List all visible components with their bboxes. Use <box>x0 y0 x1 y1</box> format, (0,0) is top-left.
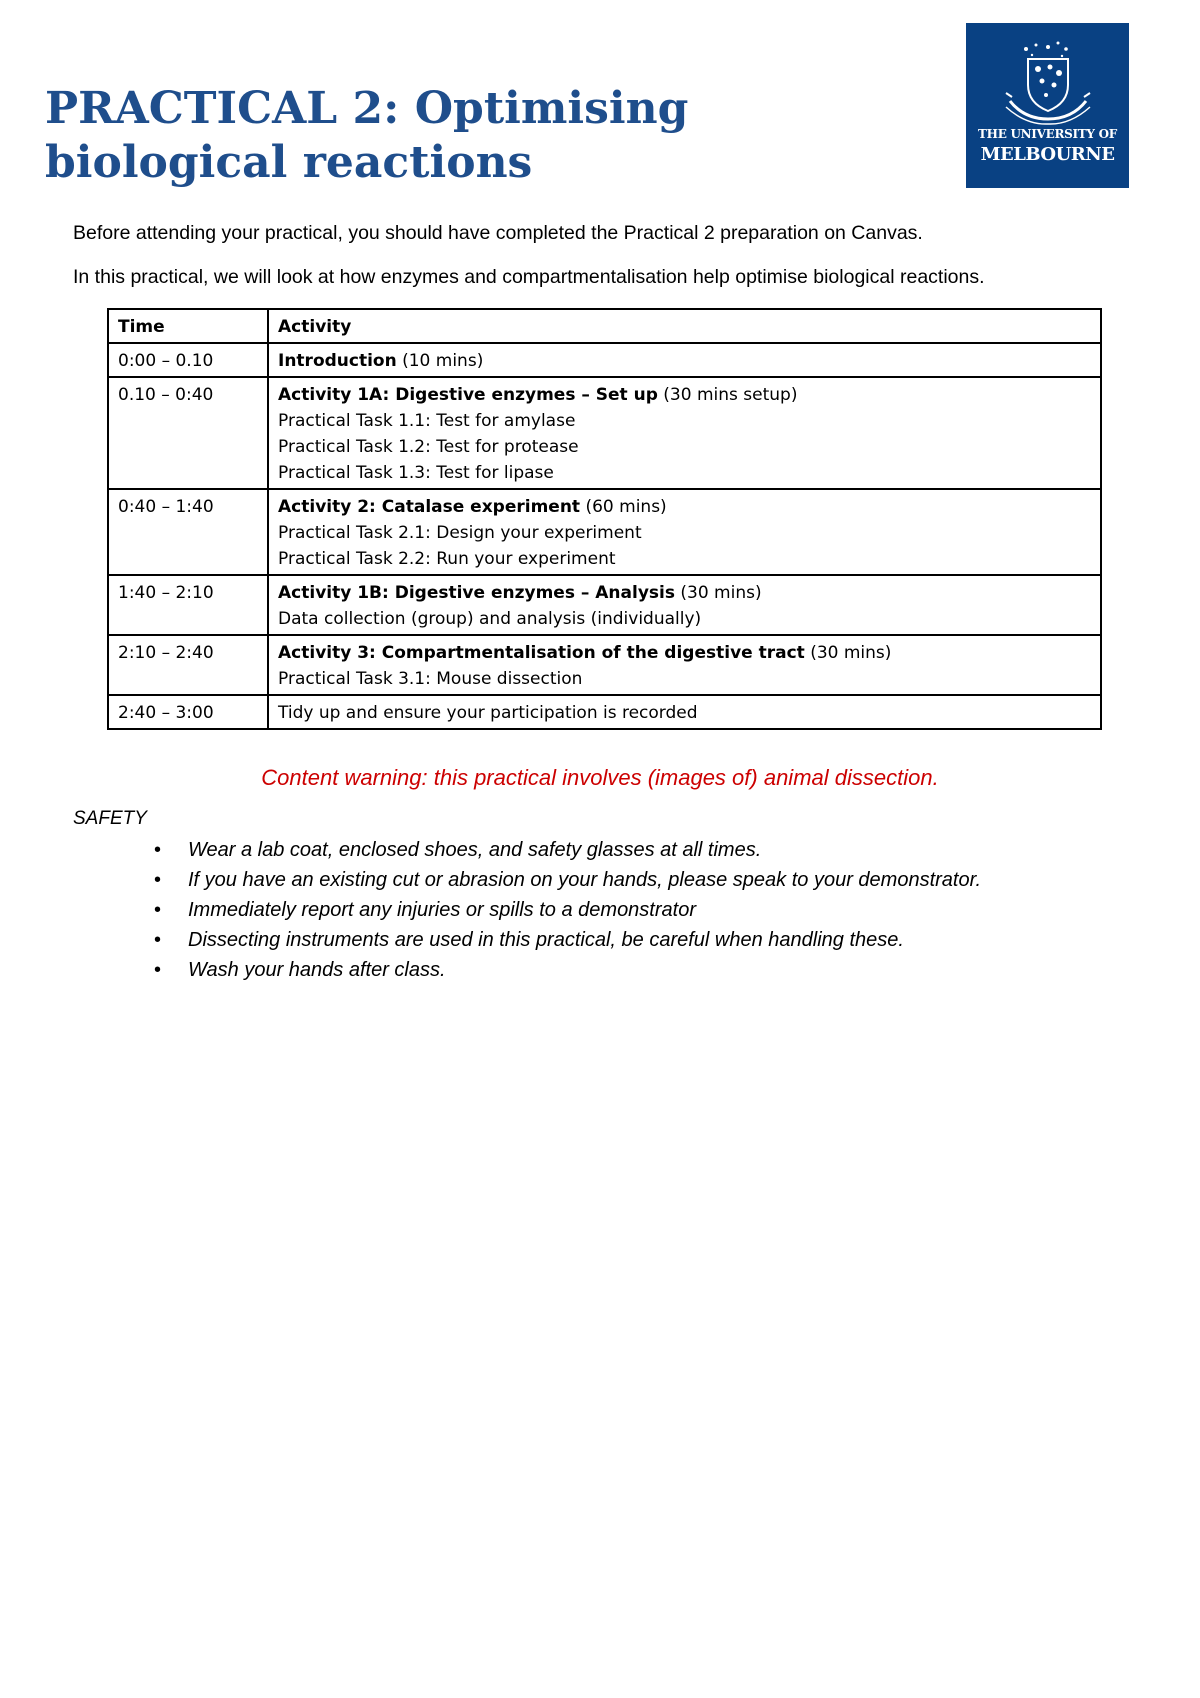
activity-title: Activity 3: Compartmentalisation of the digestive tract <box>278 643 805 663</box>
row-activity <box>268 695 1101 729</box>
table-row <box>108 575 1101 635</box>
bullet-icon: • <box>154 959 162 981</box>
logo-line-2: MELBOURNE <box>980 144 1115 165</box>
activity-task: Practical Task 1.3: Test for lipase <box>278 463 554 483</box>
table-row <box>108 695 1101 729</box>
row-time: 1:40 – 2:10 <box>108 575 268 635</box>
activity-title: Activity 2: Catalase experiment <box>278 497 581 517</box>
list-item <box>0 865 981 895</box>
list-item <box>0 835 981 865</box>
schedule-table <box>107 308 1102 730</box>
activity-duration: (30 mins setup) <box>657 385 798 405</box>
university-logo <box>966 23 1129 188</box>
table-row <box>108 377 1101 489</box>
content-warning: Content warning: this practical involves (images of) animal dissection. <box>261 765 939 790</box>
bullet-icon: • <box>154 899 162 921</box>
activity-title: Introduction <box>278 351 397 371</box>
row-activity <box>268 377 1101 489</box>
row-activity <box>268 635 1101 695</box>
intro-summary-text: In this practical, we will look at how enzymes and compartmentalisation help optimise biological reactions. <box>73 266 985 288</box>
activity-task: Practical Task 2.2: Run your experiment <box>278 549 616 569</box>
activity-title: Activity 1A: Digestive enzymes – Set up <box>278 385 658 405</box>
bullet-icon: • <box>154 839 162 861</box>
row-activity <box>268 575 1101 635</box>
activity-column-header: Activity <box>268 309 1101 343</box>
safety-item-text: Wash your hands after class. <box>188 959 446 981</box>
activity-title: Activity 1B: Digestive enzymes – Analysis <box>278 583 675 603</box>
activity-task: Practical Task 1.2: Test for protease <box>278 437 579 457</box>
list-item <box>0 955 981 985</box>
row-time: 2:40 – 3:00 <box>108 695 268 729</box>
table-header-row <box>108 309 1101 343</box>
safety-list <box>0 835 981 985</box>
table-row <box>108 635 1101 695</box>
activity-duration: (60 mins) <box>580 497 667 517</box>
table-row <box>108 343 1101 377</box>
logo-line-1: THE UNIVERSITY OF <box>978 127 1117 141</box>
safety-item-text: Immediately report any injuries or spills to a demonstrator <box>188 899 696 921</box>
time-column-header: Time <box>108 309 268 343</box>
row-time: 0:00 – 0.10 <box>108 343 268 377</box>
activity-task: Practical Task 1.1: Test for amylase <box>278 411 576 431</box>
activity-duration: (10 mins) <box>396 351 484 371</box>
activity-task: Practical Task 2.1: Design your experiment <box>278 523 642 543</box>
activity-description: Tidy up and ensure your participation is recorded <box>278 703 698 723</box>
list-item <box>0 895 981 925</box>
bullet-icon: • <box>154 929 162 951</box>
intro-preparation-text: Before attending your practical, you should have completed the Practical 2 preparation on Canvas. <box>73 222 923 244</box>
row-time: 0.10 – 0:40 <box>108 377 268 489</box>
activity-task: Data collection (group) and analysis (individually) <box>278 609 702 629</box>
row-activity <box>268 343 1101 377</box>
activity-duration: (30 mins) <box>674 583 762 603</box>
safety-item-text: Dissecting instruments are used in this practical, be careful when handling these. <box>188 929 904 951</box>
row-time: 0:40 – 1:40 <box>108 489 268 575</box>
activity-task: Practical Task 3.1: Mouse dissection <box>278 669 583 689</box>
bullet-icon: • <box>154 869 162 891</box>
activity-duration: (30 mins) <box>804 643 892 663</box>
safety-heading: SAFETY <box>73 808 147 829</box>
safety-item-text: Wear a lab coat, enclosed shoes, and safety glasses at all times. <box>188 839 762 861</box>
table-row <box>108 489 1101 575</box>
safety-item-text: If you have an existing cut or abrasion on your hands, please speak to your demonstrator. <box>188 869 982 891</box>
page-title: PRACTICAL 2: Optimising biological reactions <box>45 83 689 188</box>
list-item <box>0 925 981 955</box>
row-activity <box>268 489 1101 575</box>
row-time: 2:10 – 2:40 <box>108 635 268 695</box>
